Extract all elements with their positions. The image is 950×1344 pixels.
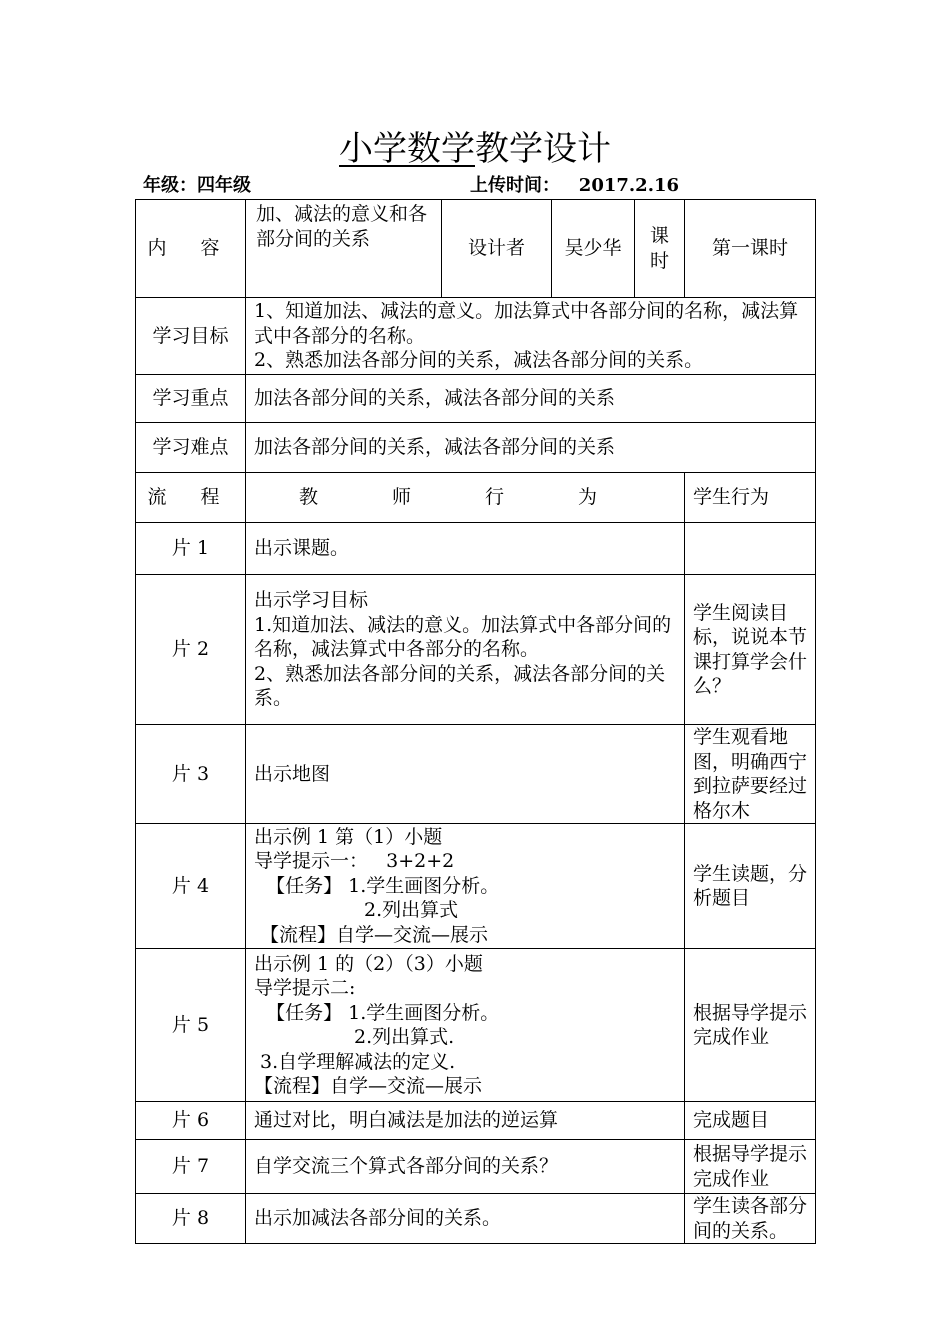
teacher-action — [246, 523, 685, 575]
flow-row-label: 片 6 — [136, 1102, 246, 1140]
difficulty-row — [136, 423, 816, 473]
teacher-action-line: 2.列出算式. — [354, 1026, 455, 1048]
flow-row-label: 片 1 — [136, 523, 246, 575]
teacher-action — [246, 725, 685, 824]
flow-row-label: 片 4 — [136, 824, 246, 949]
period-label: 课时 — [635, 200, 685, 298]
key-point-row — [136, 375, 816, 423]
student-action: 学生读题，分析题目 — [685, 824, 816, 949]
student-action: 学生阅读目标，说说本节课打算学会什么？ — [685, 575, 816, 725]
flow-row — [136, 725, 816, 824]
teacher-action-line: 出示课题。 — [254, 537, 350, 560]
teacher-action-line: 出示地图 — [254, 762, 331, 785]
student-action: 学生观看地图，明确西宁到拉萨要经过格尔木 — [685, 725, 816, 824]
header-row — [136, 200, 816, 298]
teacher-action-line: 1.知道加法、减法的意义。加法算式中各部分间的名称，减法算式中各部分的名称。 — [254, 613, 672, 661]
teacher-action — [246, 949, 685, 1102]
flow-row — [136, 949, 816, 1102]
teacher-action — [246, 1102, 685, 1140]
flow-row-label: 片 7 — [136, 1140, 246, 1194]
teacher-action-line: 【流程】自学—交流—展示 — [254, 1075, 483, 1097]
teacher-action — [246, 824, 685, 949]
teacher-action-line: 出示例 1 第（1）小题 — [254, 825, 443, 848]
student-action: 根据导学提示完成作业 — [685, 1140, 816, 1194]
period-value: 第一课时 — [685, 200, 816, 298]
flow-row-label: 片 3 — [136, 725, 246, 824]
teacher-header: 教 师 行 为 — [246, 473, 685, 523]
content-value: 加、减法的意义和各部分间的关系 — [246, 200, 442, 298]
teacher-action-line: 出示例 1 的（2）（3）小题 — [254, 952, 483, 975]
objective-line-1: 1、知道加法、减法的意义。加法算式中各部分间的名称，减法算式中各部分的名称。 — [254, 300, 799, 347]
key-point-value: 加法各部分间的关系，减法各部分间的关系 — [246, 375, 816, 423]
teacher-action-line: 导学提示一： 3+2+2 — [254, 850, 455, 873]
teacher-action — [246, 1140, 685, 1194]
teacher-action-line: 2.列出算式 — [364, 899, 459, 922]
teacher-action-line: 通过对比，明白减法是加法的逆运算 — [254, 1109, 559, 1132]
teacher-action-line: 自学交流三个算式各部分间的关系？ — [254, 1155, 559, 1178]
student-action — [685, 523, 816, 575]
teacher-action-line: 【流程】自学—交流—展示 — [254, 923, 489, 946]
objectives-row — [136, 298, 816, 375]
flow-row-label: 片 8 — [136, 1194, 246, 1244]
teacher-action-line: 3.自学理解减法的定义. — [254, 1050, 456, 1073]
teacher-action-line: 出示加减法各部分间的关系。 — [254, 1207, 502, 1230]
designer-value: 吴少华 — [552, 200, 635, 298]
flow-row — [136, 523, 816, 575]
flow-row — [136, 1194, 816, 1244]
student-action: 根据导学提示完成作业 — [685, 949, 816, 1102]
upload-time: 上传时间： 2017.2.16 — [470, 175, 680, 196]
teacher-action-line: 2、熟悉加法各部分间的关系，减法各部分间的关系。 — [254, 662, 666, 710]
flow-row — [136, 575, 816, 725]
student-action: 完成题目 — [685, 1102, 816, 1140]
objectives-label: 学习目标 — [136, 298, 246, 375]
title-underlined: 小学数学 — [339, 129, 475, 169]
page-title — [0, 126, 950, 172]
flow-row-label: 片 2 — [136, 575, 246, 725]
teacher-action-line: 导学提示二: — [254, 977, 356, 999]
teacher-action — [246, 575, 685, 725]
flow-row-label: 片 5 — [136, 949, 246, 1102]
title-rest: 教学设计 — [475, 129, 611, 169]
student-action: 学生读各部分间的关系。 — [685, 1194, 816, 1244]
lesson-table — [135, 199, 816, 1244]
teacher-action-line: 【任务】 1.学生画图分析。 — [254, 1001, 500, 1024]
content-label: 内 容 — [136, 200, 246, 298]
teacher-action — [246, 1194, 685, 1244]
grade-label: 年级：四年级 — [143, 175, 251, 196]
flow-row — [136, 1140, 816, 1194]
student-header: 学生行为 — [685, 473, 816, 523]
teacher-action-line: 【任务】 1.学生画图分析。 — [254, 874, 500, 897]
difficulty-label: 学习难点 — [136, 423, 246, 473]
designer-label: 设计者 — [442, 200, 552, 298]
key-point-label: 学习重点 — [136, 375, 246, 423]
objective-line-2: 2、熟悉加法各部分间的关系，减法各部分间的关系。 — [254, 349, 704, 372]
objectives-value — [246, 298, 816, 375]
flow-row — [136, 1102, 816, 1140]
flow-row — [136, 824, 816, 949]
process-header: 流 程 — [136, 473, 246, 523]
teacher-action-line: 出示学习目标 — [254, 589, 369, 612]
difficulty-value: 加法各部分间的关系，减法各部分间的关系 — [246, 423, 816, 473]
flow-header-row — [136, 473, 816, 523]
